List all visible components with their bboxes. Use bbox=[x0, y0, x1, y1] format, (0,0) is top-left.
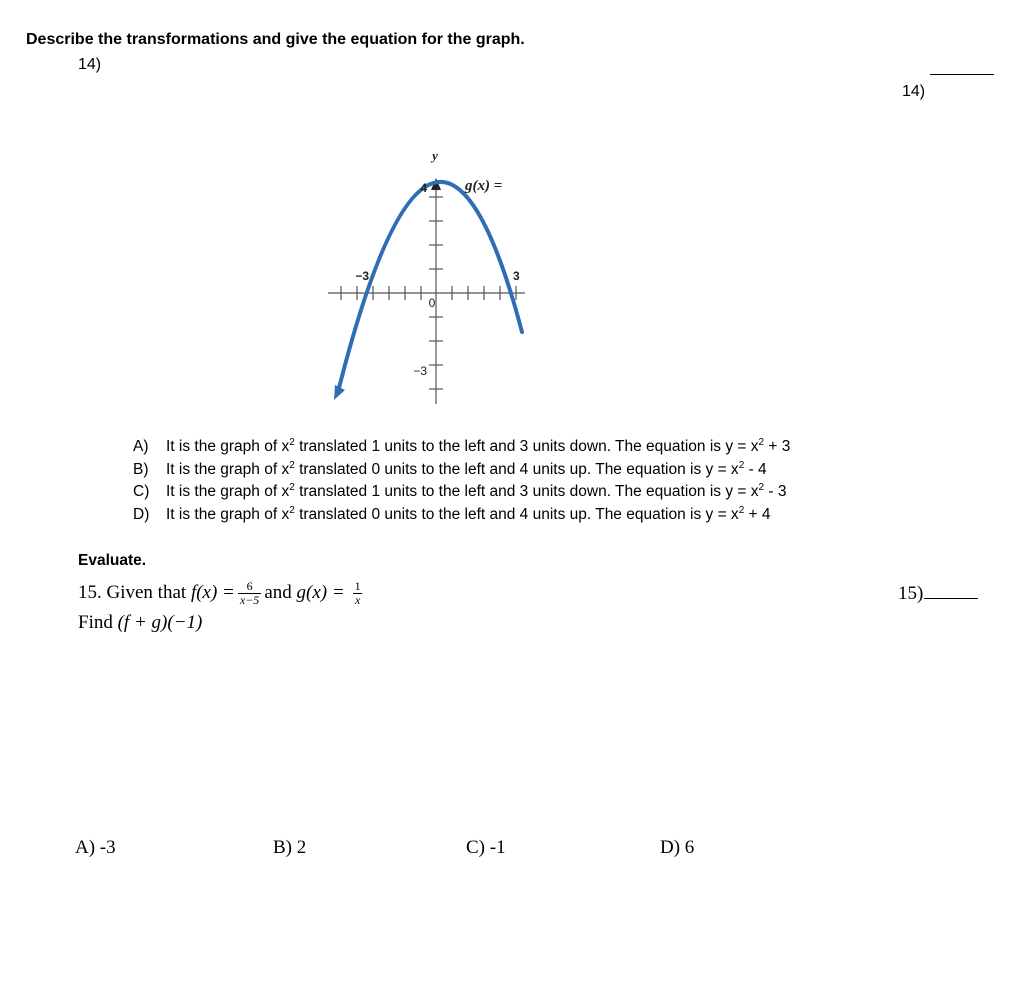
choice-a[interactable] bbox=[133, 436, 790, 459]
function-label: g(x) = bbox=[465, 178, 503, 194]
choice-letter: B) bbox=[133, 460, 149, 478]
instructions-heading: Describe the transformations and give the equation for the graph. bbox=[26, 31, 525, 48]
tick-label-left: −3 bbox=[355, 269, 369, 283]
tick-label-right: 3 bbox=[513, 269, 520, 283]
question-14-choices bbox=[133, 436, 790, 527]
choice-text: It is the graph of $x^2$ translated 0 units to the left and 4 units up. The equation is $y = x^2 + 4$ bbox=[166, 505, 771, 524]
question-14-answer-label: 14) bbox=[902, 83, 926, 100]
f-fraction bbox=[238, 580, 261, 606]
f-denominator: x−5 bbox=[239, 592, 260, 607]
curve-arrow-icon bbox=[334, 385, 345, 400]
choice-text: It is the graph of $x^2$ translated 0 units to the left and 4 units up. The equation is $y = x^2 - 4$ bbox=[166, 459, 767, 478]
g-fraction bbox=[353, 580, 363, 606]
tick-label-top: 4 bbox=[420, 181, 427, 195]
choice-letter: C) bbox=[133, 483, 150, 501]
answer-choice-b[interactable]: B) 2 bbox=[273, 837, 307, 858]
choice-text: It is the graph of $x^2$ translated 1 units to the left and 3 units down. The equation is $y = x^2 - 3$ bbox=[166, 482, 787, 501]
choice-c[interactable] bbox=[133, 481, 790, 504]
choice-b[interactable] bbox=[133, 459, 790, 482]
g-numerator: 1 bbox=[354, 578, 361, 593]
tick-label-origin: 0 bbox=[428, 296, 436, 310]
g-denominator: x bbox=[355, 592, 361, 607]
answer-blank-line bbox=[924, 582, 978, 599]
g-definition-lhs: g(x) = bbox=[296, 582, 345, 603]
y-axis-label: y bbox=[432, 148, 438, 163]
evaluate-heading: Evaluate. bbox=[78, 552, 147, 569]
find-text: Find bbox=[78, 612, 118, 633]
answer-choice-c[interactable]: C) -1 bbox=[466, 837, 506, 858]
and-text: and bbox=[264, 582, 297, 603]
f-numerator: 6 bbox=[246, 578, 253, 593]
q15-prefix: 15. Given that bbox=[78, 582, 191, 603]
answer-choice-d[interactable]: D) 6 bbox=[660, 837, 695, 858]
choice-text: It is the graph of $x^2$ translated 1 units to the left and 3 units down. The equation is $y = x^2 + 3$ bbox=[166, 437, 791, 455]
choice-letter: D) bbox=[133, 506, 150, 524]
question-14-answer-blank[interactable] bbox=[930, 74, 994, 75]
choice-letter: A) bbox=[133, 438, 149, 455]
parabola-graph bbox=[325, 140, 535, 410]
find-expression: (f + g)(−1) bbox=[117, 612, 203, 633]
question-15-prompt bbox=[78, 576, 366, 610]
question-15-find bbox=[78, 612, 202, 634]
tick-label-bottom: −3 bbox=[413, 364, 427, 378]
question-14-number: 14) bbox=[78, 56, 102, 73]
answer-choice-a[interactable]: A) -3 bbox=[75, 837, 116, 858]
parabola-curve bbox=[339, 182, 522, 388]
question-15-answer-label: 15) bbox=[898, 583, 924, 604]
choice-d[interactable] bbox=[133, 504, 790, 527]
question-15-answer-blank[interactable] bbox=[898, 582, 978, 605]
f-definition-lhs: f(x) = bbox=[190, 582, 235, 603]
